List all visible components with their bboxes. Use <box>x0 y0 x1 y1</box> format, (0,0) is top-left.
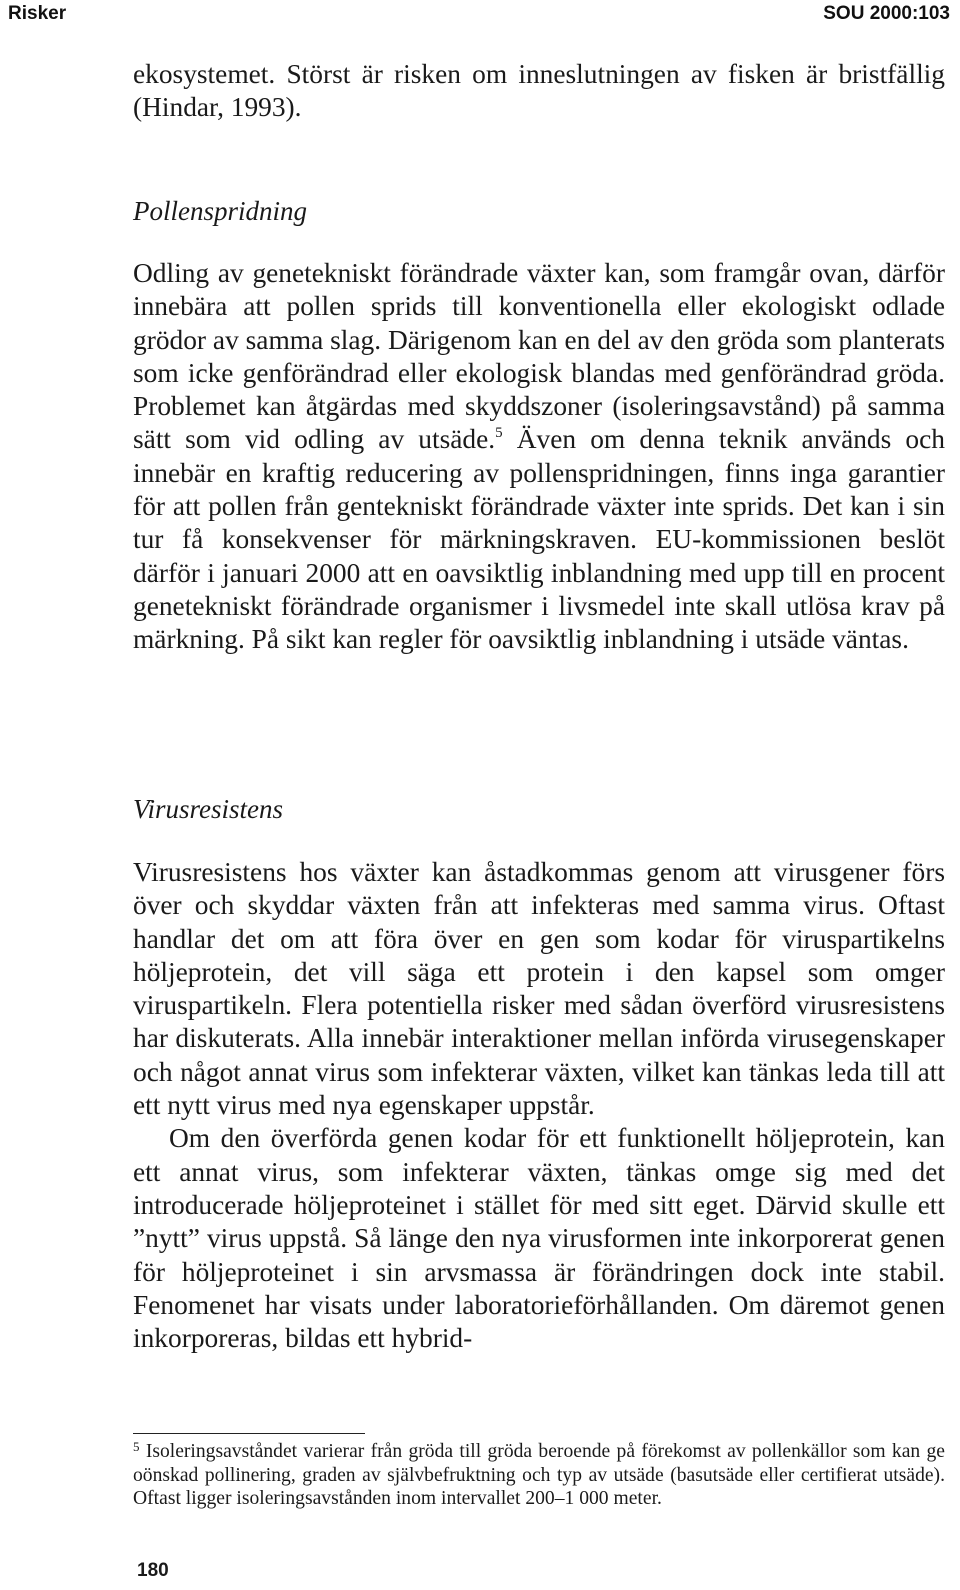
footnote-paragraph <box>133 1440 945 1511</box>
running-header-section: Risker <box>8 3 67 24</box>
footnote <box>133 1440 945 1511</box>
section-heading-pollenspridning: Pollenspridning <box>133 196 307 226</box>
paragraph: Om den överförda genen kodar för ett funktionellt höljeprotein, kan ett annat virus, som infekterar växten, tänkas omge sig med det introducerade höljeproteinet i stället för med sitt eget. Därvid skulle ett ”nytt” virus uppstå. Så länge den nya virusformen inte inkorporerat genen för höljeproteinet i sin arvsmassa är förändringen dock inte stabil. Fenomenet har visats under laboratorieförhållanden. Om däremot genen inkorporeras, bildas ett hybrid- <box>133 1123 945 1354</box>
footnote-divider <box>133 1433 365 1434</box>
running-header-report-id: SOU 2000:103 <box>823 3 950 24</box>
paragraph-text: Odling av genetekniskt förändrade växter kan, som framgår ovan, därför innebära att pollen sprids till konventionella eller ekologiskt odlade grödor av samma slag. Därigenom kan en del av den gröda som planterats som icke genförändrad eller ekologisk blandas med genförändrad gröda. Problemet kan åtgärdas med skyddszoner (isoleringsavstånd) på samma sätt som vid odling av utsäde. <box>133 258 945 455</box>
footnote-text: Isoleringsavståndet varierar från gröda till gröda beroende på förekomst av pollenkällor som kan ge oönskad pollinering, graden av självbefruktning och typ av utsäde (basutsäde eller certifierat utsäde). Oftast ligger isoleringsavstånden inom intervallet 200–1 000 meter. <box>133 1441 945 1509</box>
section-heading-virusresistens: Virusresistens <box>133 794 284 824</box>
paragraph: Virusresistens hos växter kan åstadkommas genom att virusgener förs över och skyddar växten från att infekteras med samma virus. Oftast handlar det om att föra över en gen som kodar för viruspartikelns höljeprotein, det vill säga ett protein i den kapsel som omger viruspartikeln. Flera potentiella risker med sådan överförd virusresistens har diskuterats. Alla innebär interaktioner mellan införda virusegenskaper och något annat virus som infekterar växten, vilket kan tänkas leda till att ett nytt virus med nya egenskaper uppstår. <box>133 857 945 1121</box>
continuation-text: ekosystemet. Störst är risken om inneslutningen av fisken är bristfällig (Hindar, 1993). <box>133 59 945 123</box>
page-number: 180 <box>137 1560 169 1581</box>
footnote-number: 5 <box>133 1439 140 1454</box>
footnote-reference: 5 <box>495 425 503 442</box>
section-body-virusresistens <box>133 856 945 1355</box>
paragraph-text-continued: Även om denna teknik används och innebär en kraftig reducering av pollenspridningen, finns inga garantier för att pollen från gentekniskt förändrade växter inte sprids. Det kan i sin tur få konsekvenser för märkningskraven. EU-kommissionen beslöt därför i januari 2000 att en oavsiktlig inblandning med upp till en procent genetekniskt förändrade organismer i livsmedel inte skall utlösa krav på märkning. På sikt kan regler för oavsiktlig inblandning i utsäde väntas. <box>133 424 945 655</box>
paragraph <box>133 257 945 657</box>
continuation-paragraph <box>133 58 945 125</box>
section-body-pollenspridning <box>133 257 945 657</box>
